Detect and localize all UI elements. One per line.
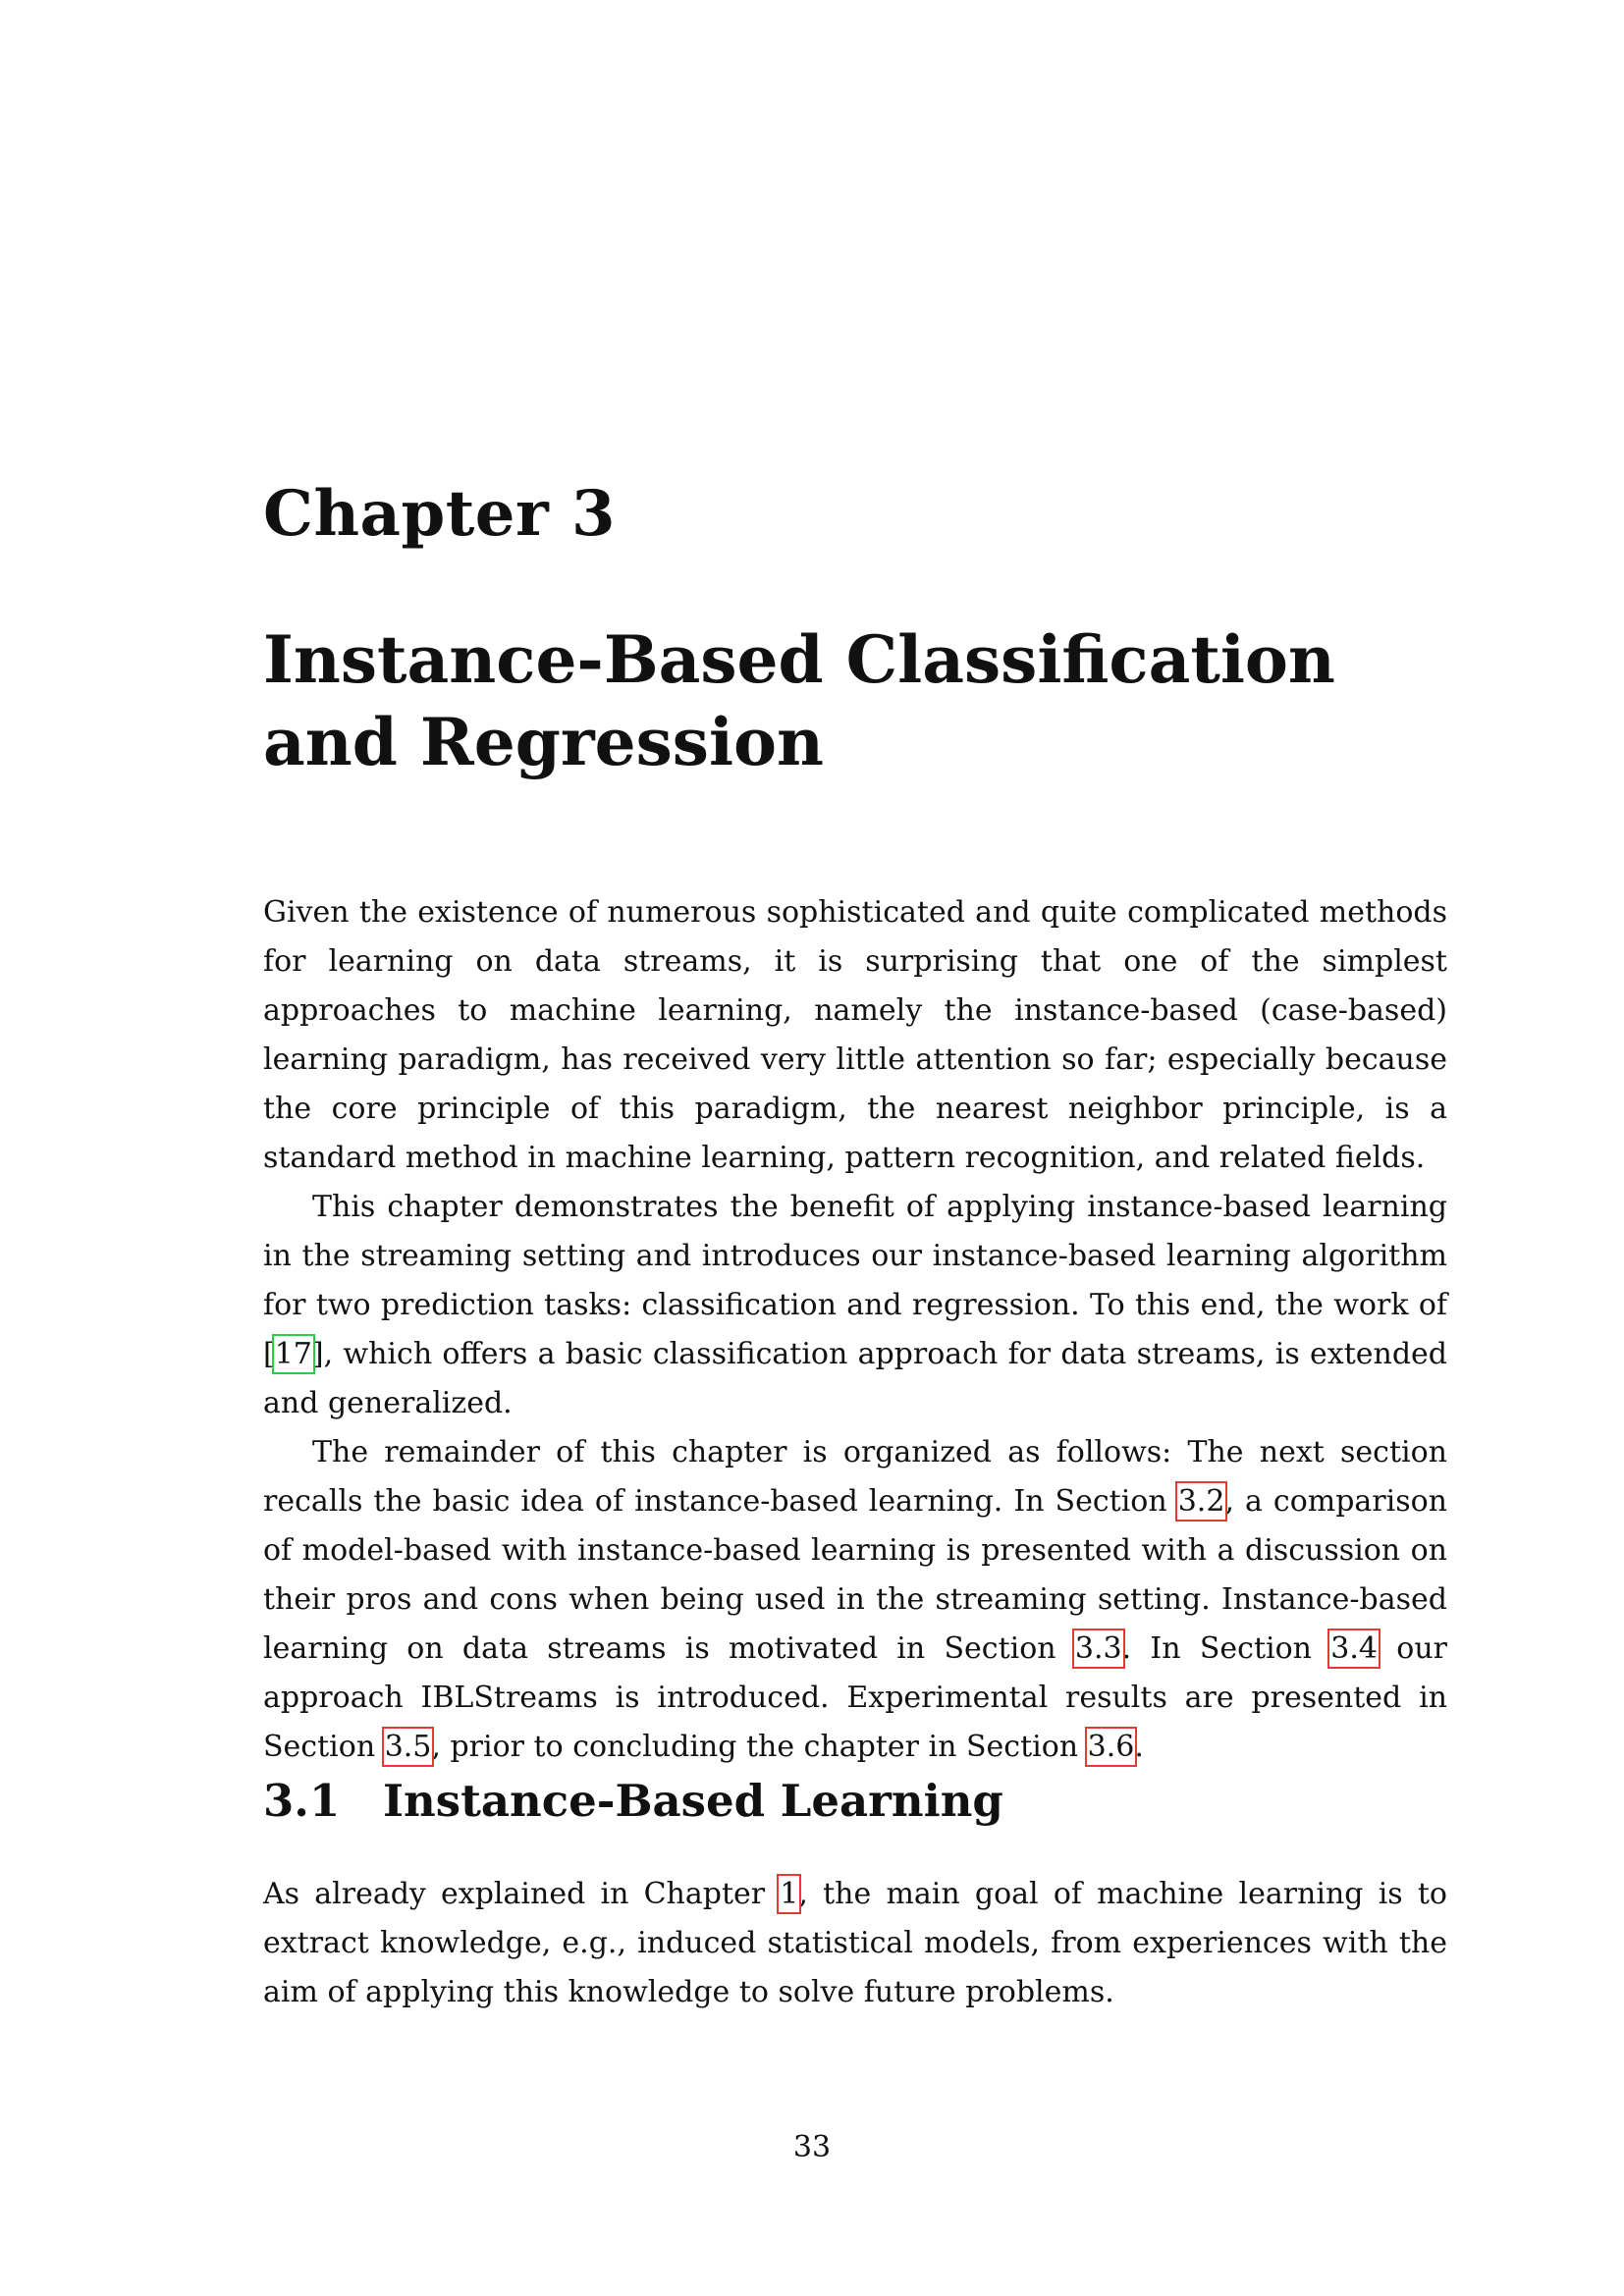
section-link-3-6[interactable]: 3.6	[1087, 1730, 1135, 1764]
intro-paragraph-2	[263, 1183, 1447, 1428]
section-text	[263, 1870, 1447, 2017]
intro-paragraph-3	[263, 1428, 1447, 1772]
chapter-title: Instance-Based Classification and Regression	[263, 621, 1335, 780]
section-paragraph-1	[263, 1870, 1447, 2017]
section-title: Instance-Based Learning	[383, 1775, 1003, 1827]
section-link-3-3[interactable]: 3.3	[1074, 1631, 1122, 1666]
section-link-3-4[interactable]: 3.4	[1330, 1631, 1378, 1666]
chapter-label: Chapter 3	[263, 477, 616, 551]
section-link-3-2[interactable]: 3.2	[1177, 1484, 1225, 1519]
page-number: 33	[792, 2130, 832, 2164]
section-heading	[263, 1775, 1003, 1827]
section-number: 3.1	[263, 1775, 341, 1827]
section-link-3-5[interactable]: 3.5	[384, 1730, 432, 1764]
paragraph-text: As already explained in Chapter	[263, 1877, 781, 1911]
paragraph-text: . In Section	[1121, 1631, 1331, 1666]
intro-text	[263, 888, 1447, 1772]
intro-paragraph-1: Given the existence of numerous sophisticated and quite complicated methods for learning on data streams, it is surprising that one of the simplest approaches to machine learning, namely the instance-based (case-based) learning paradigm, has received very little attention so far; especially because the core principle of this paradigm, the nearest neighbor principle, is a standard method in machine learning, pattern recognition, and related fields.	[263, 895, 1447, 1175]
chapter-link-1[interactable]: 1	[780, 1877, 799, 1911]
paragraph-text: , prior to concluding the chapter in Section	[431, 1730, 1088, 1764]
paragraph-text: .	[1134, 1730, 1144, 1764]
paragraph-text: This chapter demonstrates the benefit of applying instance-based learning in the streaming setting and introduces our instance-based learning algorithm for two prediction tasks: classification and regression. To this end, the work of [	[263, 1190, 1447, 1371]
citation-link-17[interactable]: 17	[274, 1337, 312, 1371]
paragraph-text: The remainder of this chapter is organized as follows: The next section recalls the basic idea of instance-based learning. In Section	[263, 1435, 1447, 1519]
paragraph-text: ], which offers a basic classification approach for data streams, is extended and generalized.	[263, 1337, 1447, 1420]
paragraph-text: , a comparison of model-based with instance-based learning is presented with a discussion on their pros and cons when being used in the streaming setting. Instance-based learning on data streams is motivated in Section	[263, 1484, 1448, 1666]
paragraph-text: , the main goal of machine learning is to extract knowledge, e.g., induced statistical models, from experiences with the aim of applying this knowledge to solve future problems.	[263, 1877, 1447, 2009]
paragraph-text: our approach IBLStreams is introduced. Experimental results are presented in Section	[263, 1631, 1447, 1764]
